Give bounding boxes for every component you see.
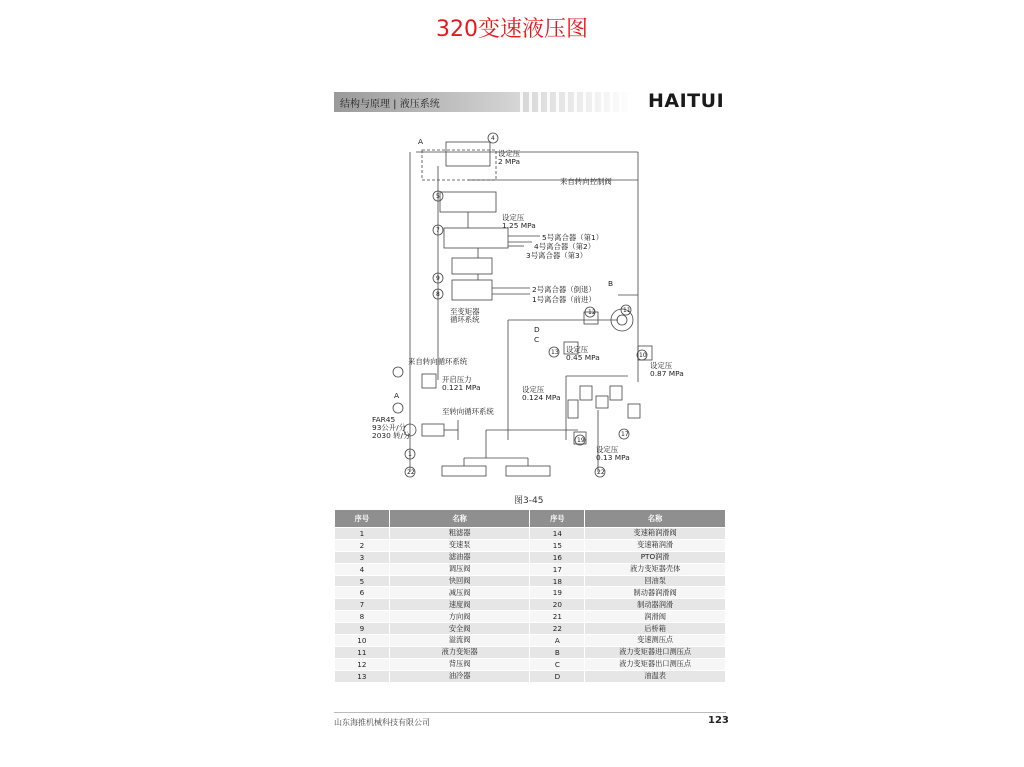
table-row (335, 599, 726, 611)
callout-1: 1 (408, 451, 412, 458)
label-point-d: D (534, 325, 540, 334)
cell: 速度阀 (389, 599, 530, 611)
cell: 2 (335, 539, 390, 551)
cell: 11 (335, 646, 390, 658)
cell: 21 (530, 611, 585, 623)
cell: 液力变矩器出口测压点 (585, 658, 726, 670)
label-point-c: C (534, 335, 540, 344)
label-pump: FAR45 93公升/分 2030 转/分 (372, 415, 411, 440)
table-row (335, 646, 726, 658)
callout-11: 11 (623, 307, 631, 314)
label-set-045: 设定压 0.45 MPa (566, 345, 600, 362)
label-point-b: B (608, 279, 614, 288)
cell: 9 (335, 623, 390, 635)
cell: 7 (335, 599, 390, 611)
document-page (318, 80, 738, 740)
callout-8: 8 (436, 291, 440, 298)
cell: 12 (335, 658, 390, 670)
cell: 液力变矩器壳体 (585, 563, 726, 575)
cell: C (530, 658, 585, 670)
cell: 13 (335, 670, 390, 682)
parts-table-header (335, 510, 726, 528)
cell: 油温表 (585, 670, 726, 682)
callout-7: 7 (436, 227, 440, 234)
cell: 20 (530, 599, 585, 611)
header-index-1: 序号 (335, 510, 390, 528)
cell: 22 (530, 623, 585, 635)
cell: 液力变矩器进口测压点 (585, 646, 726, 658)
label-steer-return: 来自转向循环系统 (408, 357, 468, 366)
cell: 背压阀 (389, 658, 530, 670)
cell: 后桥箱 (585, 623, 726, 635)
cell: 10 (335, 635, 390, 647)
table-row (335, 539, 726, 551)
callout-13: 13 (551, 349, 559, 356)
cell: 变速箱润滑 (585, 539, 726, 551)
cell: A (530, 635, 585, 647)
table-row (335, 658, 726, 670)
header-name-2: 名称 (585, 510, 726, 528)
label-point-a2: A (394, 391, 400, 400)
parts-table (334, 509, 726, 683)
cell: 5 (335, 575, 390, 587)
cell: 3 (335, 551, 390, 563)
callout-12: 12 (588, 309, 596, 316)
label-steer-valve: 来自转向控制阀 (560, 177, 612, 186)
label-set-0124: 设定压 0.124 MPa (522, 385, 561, 402)
cell: 调压阀 (389, 563, 530, 575)
callout-17: 17 (621, 431, 629, 438)
cell: 方向阀 (389, 611, 530, 623)
header-name-1: 名称 (389, 510, 530, 528)
cell: 6 (335, 587, 390, 599)
footer-company: 山东海推机械科技有限公司 (334, 718, 430, 727)
table-row (335, 551, 726, 563)
callout-22a: 22 (407, 469, 415, 476)
cell: 18 (530, 575, 585, 587)
header-index-2: 序号 (530, 510, 585, 528)
cell: 制动器润滑 (585, 599, 726, 611)
table-row (335, 528, 726, 540)
table-row (335, 635, 726, 647)
label-to-steer: 至转向循环系统 (442, 407, 494, 416)
cell: 滤油器 (389, 551, 530, 563)
slide-title: 320变速液压图 (436, 17, 588, 42)
label-clutch-4: 4号离合器（第2） (534, 242, 596, 251)
label-clutch-2: 2号离合器（倒退） (532, 285, 596, 294)
cell: D (530, 670, 585, 682)
section-header: 结构与原理 | 液压系统 (340, 99, 440, 110)
cell: 液力变矩器 (389, 646, 530, 658)
label-set-087: 设定压 0.87 MPa (650, 361, 684, 378)
cell: 回油泵 (585, 575, 726, 587)
label-set-013: 设定压 0.13 MPa (596, 445, 630, 462)
callout-4: 4 (491, 135, 495, 142)
label-set-2mpa: 设定压 2 MPa (498, 149, 521, 166)
cell: 油冷器 (389, 670, 530, 682)
cell: PTO润滑 (585, 551, 726, 563)
cell: 变速泵 (389, 539, 530, 551)
table-row (335, 563, 726, 575)
cell: 8 (335, 611, 390, 623)
cell: B (530, 646, 585, 658)
callout-10: 10 (639, 352, 647, 359)
cell: 安全阀 (389, 623, 530, 635)
callout-22b: 22 (597, 469, 605, 476)
label-tc-circuit: 至变矩器循环系统 (450, 307, 480, 324)
cell: 16 (530, 551, 585, 563)
page-number: 123 (708, 715, 729, 726)
cell: 变速箱润滑阀 (585, 528, 726, 540)
table-row (335, 575, 726, 587)
hydraulic-diagram (318, 80, 738, 490)
table-row (335, 611, 726, 623)
cell: 减压阀 (389, 587, 530, 599)
label-clutch-5: 5号离合器（第1） (542, 233, 604, 242)
cell: 1 (335, 528, 390, 540)
cell: 润滑阀 (585, 611, 726, 623)
cell: 制动器润滑阀 (585, 587, 726, 599)
label-clutch-3: 3号离合器（第3） (526, 251, 588, 260)
cell: 17 (530, 563, 585, 575)
callout-5: 5 (436, 193, 440, 200)
table-row (335, 670, 726, 682)
cell: 14 (530, 528, 585, 540)
label-clutch-1: 1号离合器（前进） (532, 295, 596, 304)
label-set-125: 设定压 1.25 MPa (502, 213, 536, 230)
cell: 4 (335, 563, 390, 575)
cell: 19 (530, 587, 585, 599)
label-point-a1: A (418, 137, 424, 146)
figure-caption: 图3-45 (514, 496, 544, 506)
cell: 溢流阀 (389, 635, 530, 647)
brand-logo: HAITUI (648, 90, 725, 112)
cell: 快回阀 (389, 575, 530, 587)
cell: 变速测压点 (585, 635, 726, 647)
callout-9: 9 (436, 275, 440, 282)
cell: 15 (530, 539, 585, 551)
table-row (335, 623, 726, 635)
table-row (335, 587, 726, 599)
footer-divider (334, 712, 726, 713)
label-open-pressure: 开启压力 0.121 MPa (442, 375, 481, 392)
callout-19: 19 (577, 437, 585, 444)
cell: 粗滤器 (389, 528, 530, 540)
